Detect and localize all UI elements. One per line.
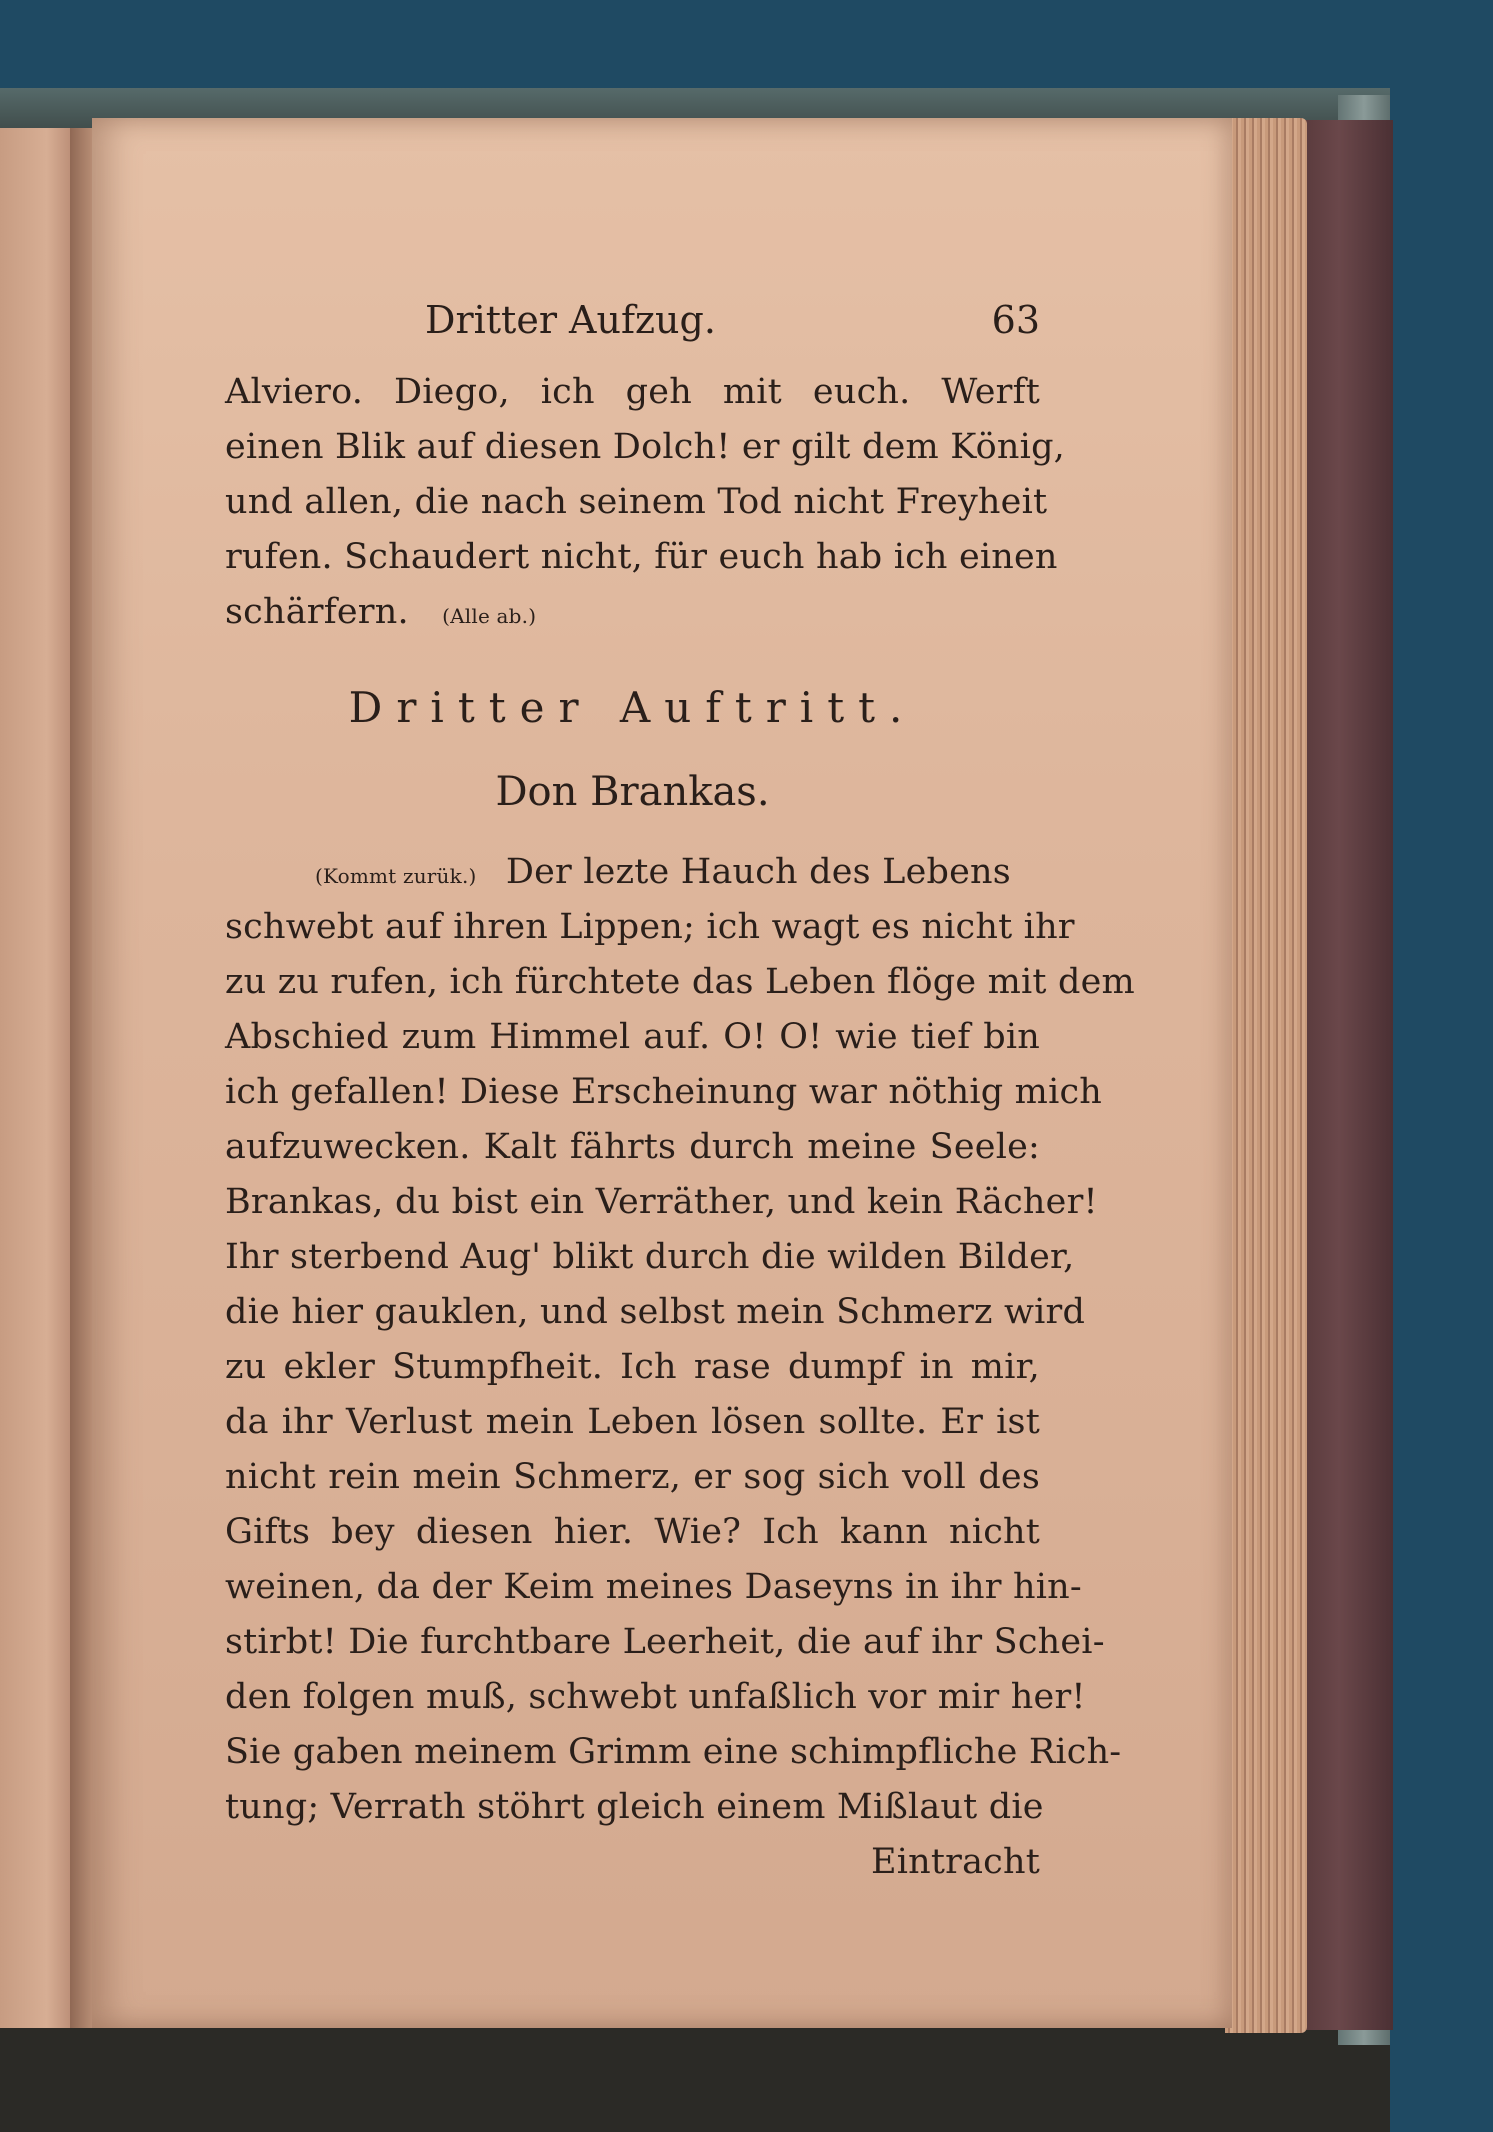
text-line: Gifts bey diesen hier. Wie? Ich kann nicht xyxy=(225,1512,1040,1552)
text-line: schwebt auf ihren Lippen; ich wagt es nicht ihr xyxy=(225,907,1075,947)
book-cover-right xyxy=(1300,120,1393,2030)
text-line: nicht rein mein Schmerz, er sog sich voll des xyxy=(225,1457,1040,1497)
text-line: stirbt! Die furchtbare Leerheit, die auf ihr Schei- xyxy=(225,1622,1105,1662)
running-title: Dritter Aufzug. xyxy=(425,298,716,342)
text-fragment: Der lezte Hauch des Lebens xyxy=(505,852,1011,892)
text-line: zu ekler Stumpfheit. Ich rase dumpf in mir, xyxy=(225,1347,1040,1387)
stage-direction: (Kommt zurük.) xyxy=(315,864,477,888)
text-line: Sie gaben meinem Grimm eine schimpfliche Rich- xyxy=(225,1732,1122,1772)
text-line: Abschied zum Himmel auf. O! O! wie tief bin xyxy=(225,1017,1040,1057)
text-line: Alviero. Diego, ich geh mit euch. Werft xyxy=(225,372,1040,412)
text-line: weinen, da der Keim meines Daseyns in ihr hin- xyxy=(225,1567,1082,1607)
catchword: Eintracht xyxy=(871,1842,1040,1882)
text-line xyxy=(225,850,1040,894)
running-head xyxy=(225,295,1040,345)
text-line: ich gefallen! Diese Erscheinung war nöthig mich xyxy=(225,1072,1102,1112)
scene-heading: Dritter Auftritt. xyxy=(348,683,917,732)
text-line: zu zu rufen, ich fürchtete das Leben flöge mit dem xyxy=(225,962,1135,1002)
text-line: rufen. Schaudert nicht, für euch hab ich einen xyxy=(225,537,1058,577)
text-line: aufzuwecken. Kalt fährts durch meine Seele: xyxy=(225,1127,1040,1167)
text-line: Ihr sterbend Aug' blikt durch die wilden Bilder, xyxy=(225,1237,1075,1277)
page-edges xyxy=(1225,118,1307,2033)
text-line: da ihr Verlust mein Leben lösen sollte. Er ist xyxy=(225,1402,1040,1442)
page-number: 63 xyxy=(991,298,1040,342)
text-line: die hier gauklen, und selbst mein Schmerz wird xyxy=(225,1292,1086,1332)
text-line: tung; Verrath stöhrt gleich einem Mißlaut die xyxy=(225,1787,1044,1827)
text-line: den folgen muß, schwebt unfaßlich vor mir her! xyxy=(225,1677,1086,1717)
speaker-heading: Don Brankas. xyxy=(495,769,770,815)
text-line: und allen, die nach seinem Tod nicht Freyheit xyxy=(225,482,1048,522)
text-line xyxy=(225,590,1040,634)
text-line: Brankas, du bist ein Verräther, und kein Rächer! xyxy=(225,1182,1098,1222)
text-line: einen Blik auf diesen Dolch! er gilt dem König, xyxy=(225,427,1066,467)
stage-direction: (Alle ab.) xyxy=(442,604,537,628)
left-page-strip xyxy=(0,128,78,2028)
text-fragment: schärfern. xyxy=(225,592,409,632)
